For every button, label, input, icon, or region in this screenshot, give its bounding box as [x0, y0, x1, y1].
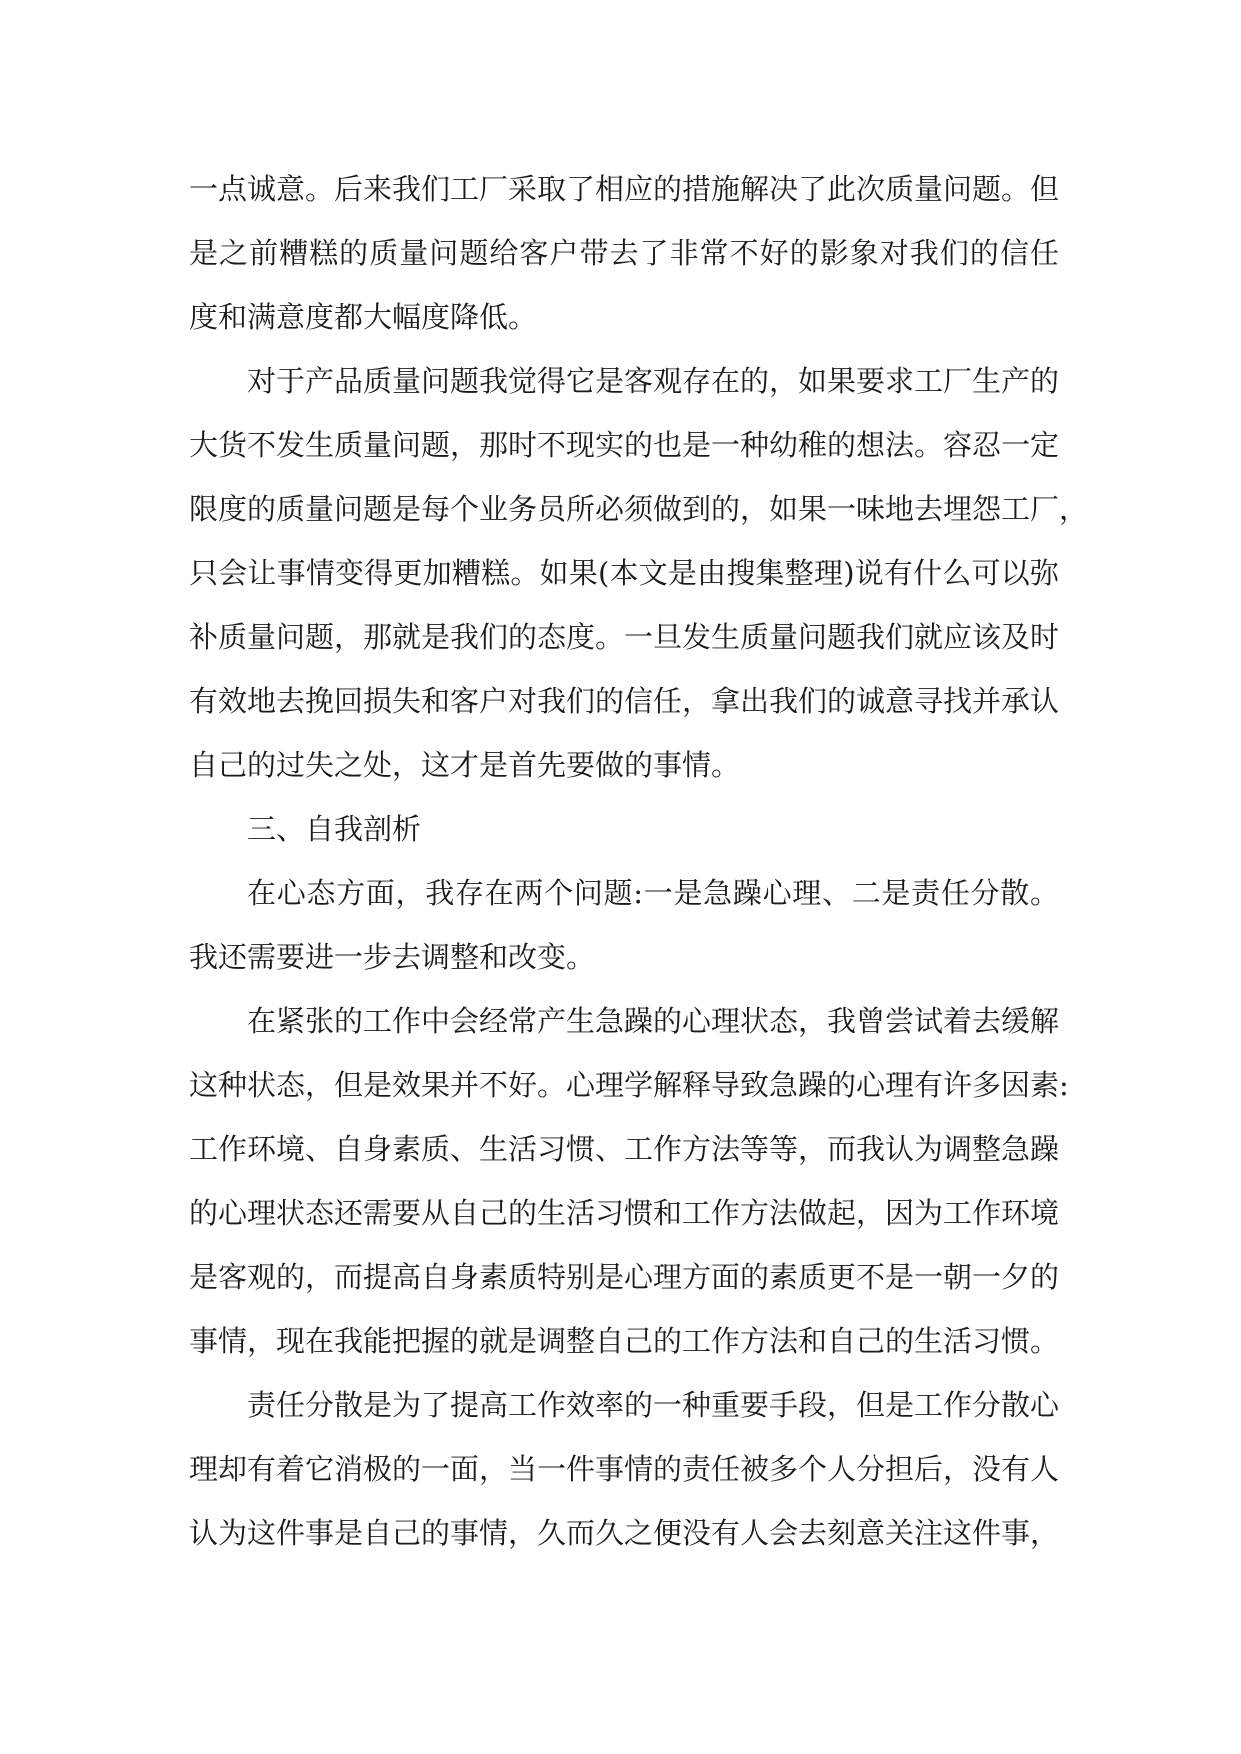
text-line: 认为这件事是自己的事情，久而久之便没有人会去刻意关注这件事，: [189, 1516, 1060, 1550]
text-line: 的心理状态还需要从自己的生活习惯和工作方法做起，因为工作环境: [189, 1196, 1060, 1230]
text-line: 是之前糟糕的质量问题给客户带去了非常不好的影象对我们的信任: [189, 236, 1059, 270]
text-line: 限度的质量问题是每个业务员所必须做到的，如果一味地去埋怨工厂，: [189, 492, 1089, 526]
text-line: 在心态方面，我存在两个问题:一是急躁心理、二是责任分散。: [247, 876, 1059, 910]
text-line: 对于产品质量问题我觉得它是客观存在的，如果要求工厂生产的: [247, 364, 1060, 398]
text-line: 一点诚意。后来我们工厂采取了相应的措施解决了此次质量问题。但: [189, 172, 1060, 206]
text-line: 三、自我剖析: [247, 812, 422, 846]
text-line: 在紧张的工作中会经常产生急躁的心理状态，我曾尝试着去缓解: [247, 1004, 1060, 1038]
text-line: 补质量问题，那就是我们的态度。一旦发生质量问题我们就应该及时: [189, 620, 1060, 654]
text-line: 理却有着它消极的一面，当一件事情的责任被多个人分担后，没有人: [189, 1452, 1060, 1486]
text-line: 这种状态，但是效果并不好。心理学解释导致急躁的心理有许多因素:: [189, 1068, 1069, 1102]
text-line: 是客观的，而提高自身素质特别是心理方面的素质更不是一朝一夕的: [189, 1260, 1060, 1294]
document-body: [189, 157, 1089, 1565]
text-line: 工作环境、自身素质、生活习惯、工作方法等等，而我认为调整急躁: [189, 1132, 1060, 1166]
text-line: 自己的过失之处，这才是首先要做的事情。: [189, 748, 741, 782]
text-line: 事情，现在我能把握的就是调整自己的工作方法和自己的生活习惯。: [189, 1324, 1060, 1358]
text-line: 我还需要进一步去调整和改变。: [189, 940, 596, 974]
text-line: 有效地去挽回损失和客户对我们的信任，拿出我们的诚意寻找并承认: [189, 684, 1060, 718]
text-line: 责任分散是为了提高工作效率的一种重要手段，但是工作分散心: [247, 1388, 1060, 1422]
text-line: 大货不发生质量问题，那时不现实的也是一种幼稚的想法。容忍一定: [189, 428, 1060, 462]
text-line: 度和满意度都大幅度降低。: [189, 300, 538, 334]
text-line: 只会让事情变得更加糟糕。如果(本文是由搜集整理)说有什么可以弥: [189, 556, 1059, 590]
